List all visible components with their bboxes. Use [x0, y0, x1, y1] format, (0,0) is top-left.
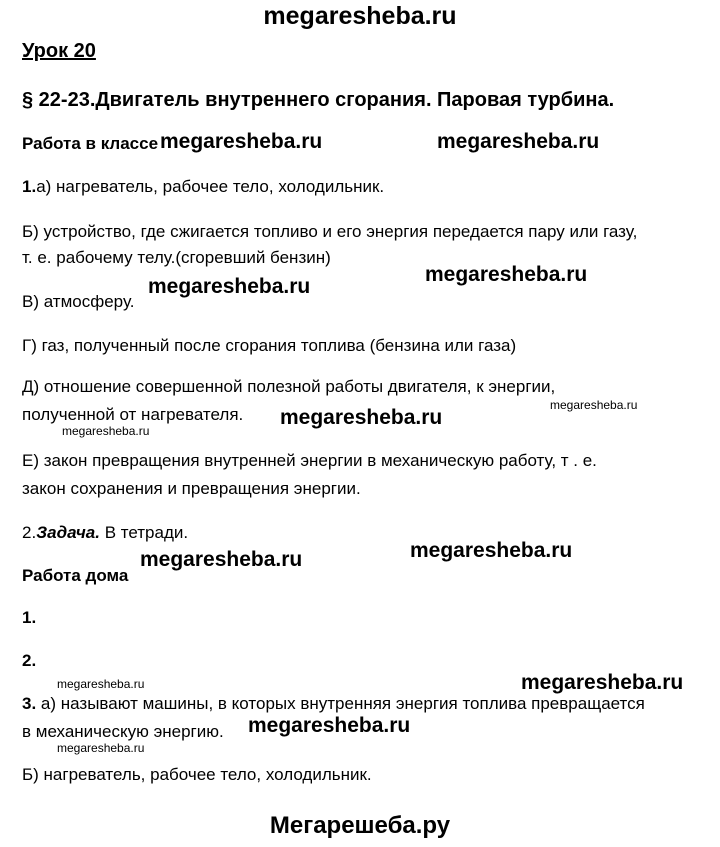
watermark: megaresheba.ru	[280, 406, 443, 429]
lesson-heading: Урок 20	[22, 40, 96, 62]
home-q1-number: 1.	[22, 608, 37, 627]
watermark: megaresheba.ru	[148, 275, 311, 298]
home-q2-number: 2.	[22, 651, 37, 670]
class-work-heading: Работа в классе	[22, 134, 159, 153]
answer-1g: Г) газ, полученный после сгорания топлива (бензина или газа)	[22, 336, 517, 355]
watermark-top: megaresheba.ru	[263, 2, 457, 30]
answer-home-3a-line1	[22, 694, 645, 714]
watermark: megaresheba.ru	[521, 671, 684, 694]
answer-1e-line1: Е) закон превращения внутренней энергии в механическую работу, т . е.	[22, 451, 597, 470]
question-number: 3.	[22, 694, 37, 713]
watermark: megaresheba.ru	[248, 714, 411, 737]
answer-1d-line1: Д) отношение совершенной полезной работы двигателя, к энергии,	[22, 377, 556, 396]
answer-1e-line2: закон сохранения и превращения энергии.	[22, 479, 361, 498]
answer-1a	[22, 177, 384, 197]
question-number: 1.	[22, 177, 37, 196]
watermark: megaresheba.ru	[410, 539, 573, 562]
home-work-heading: Работа дома	[22, 566, 129, 585]
section-title: § 22-23.Двигатель внутреннего сгорания. Паровая турбина.	[22, 89, 615, 111]
watermark-small: megaresheba.ru	[62, 424, 150, 438]
answer-1d-line2: полученной от нагревателя.	[22, 405, 244, 424]
answer-1v: В) атмосферу.	[22, 292, 135, 311]
watermark: megaresheba.ru	[437, 130, 600, 153]
watermark-small: megaresheba.ru	[550, 398, 638, 412]
watermark-small: megaresheba.ru	[57, 677, 145, 691]
answer-2	[22, 523, 188, 543]
watermark: megaresheba.ru	[425, 263, 588, 286]
answer-1b-line1: Б) устройство, где сжигается топливо и его энергия передается пару или газу,	[22, 222, 638, 241]
watermark: megaresheba.ru	[140, 548, 303, 571]
answer-1b-line2: т. е. рабочему телу.(сгоревший бензин)	[22, 248, 331, 267]
question-number: 2.	[22, 523, 37, 542]
answer-home-3a-line2: в механическую энергию.	[22, 722, 224, 741]
footer-watermark: Мегарешеба.ру	[269, 812, 451, 839]
watermark: megaresheba.ru	[160, 130, 323, 153]
answer-text: а) нагреватель, рабочее тело, холодильник.	[36, 177, 385, 196]
answer-text: В тетради.	[99, 523, 189, 542]
answer-home-3b: Б) нагреватель, рабочее тело, холодильник.	[22, 765, 372, 784]
answer-text: а) называют машины, в которых внутренняя энергия топлива превращается	[36, 694, 645, 713]
watermark-small: megaresheba.ru	[57, 741, 145, 755]
task-label: Задача.	[36, 523, 100, 542]
